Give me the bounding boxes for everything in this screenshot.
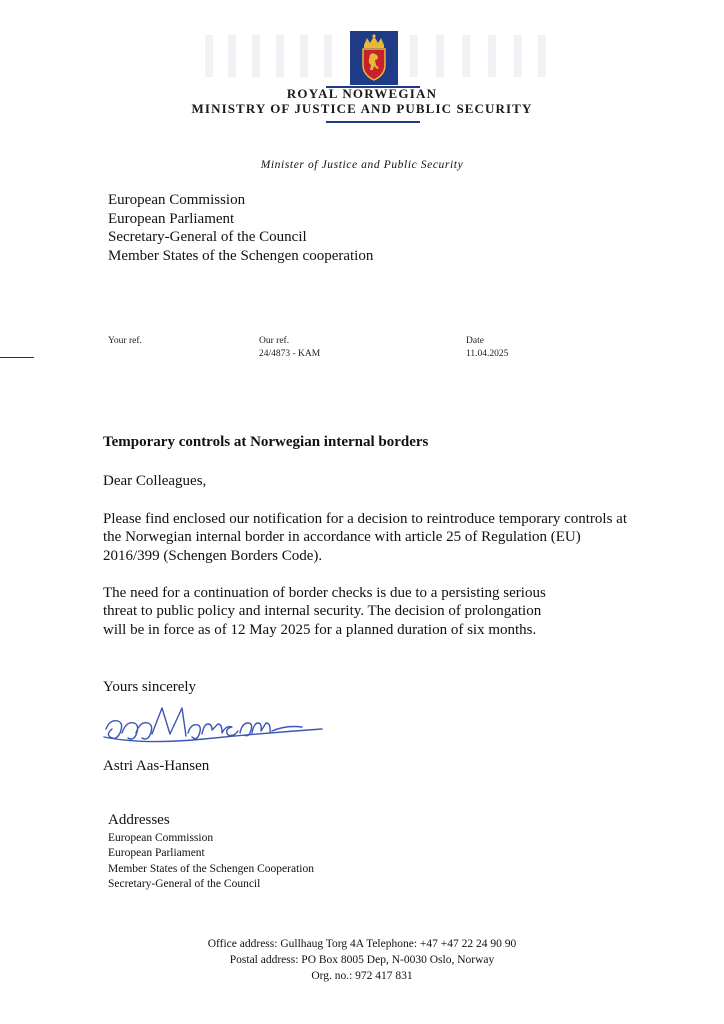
footer-office-address: Office address: Gullhaug Torg 4A Telephone: +47 +47 22 24 90 90 xyxy=(207,938,517,950)
addresses-list xyxy=(108,831,314,892)
sender-title: Minister of Justice and Public Security xyxy=(260,159,464,171)
date-value: 11.04.2025 xyxy=(466,349,509,359)
recipient-line: European Parliament xyxy=(108,210,235,227)
your-ref-label: Your ref. xyxy=(108,336,142,346)
signatory-name: Astri Aas-Hansen xyxy=(103,758,210,774)
recipient-line: Member States of the Schengen cooperation xyxy=(108,247,374,264)
paragraph-2 xyxy=(103,584,546,639)
org-name-line2: MINISTRY OF JUSTICE AND PUBLIC SECURITY xyxy=(191,101,533,116)
org-name-line1: ROYAL NORWEGIAN xyxy=(286,86,438,101)
address-item: Member States of the Schengen Cooperation xyxy=(108,862,314,875)
addresses-title: Addresses xyxy=(108,812,170,828)
footer-org-number: Org. no.: 972 417 831 xyxy=(311,970,413,982)
address-item: Secretary-General of the Council xyxy=(108,877,261,890)
paragraph-line: will be in force as of 12 May 2025 for a planned duration of six months. xyxy=(103,621,537,638)
closing: Yours sincerely xyxy=(103,679,197,695)
coat-of-arms-icon xyxy=(350,31,398,85)
paragraph-line: Please find enclosed our notification for a decision to reintroduce temporary controls at xyxy=(103,511,627,527)
address-item: European Commission xyxy=(108,832,214,844)
recipient-line: European Commission xyxy=(108,192,246,208)
address-item: European Parliament xyxy=(108,847,205,860)
our-ref-value: 24/4873 - KAM xyxy=(259,349,321,359)
salutation: Dear Colleagues, xyxy=(103,473,207,489)
our-ref-label: Our ref. xyxy=(259,336,290,346)
footer-postal-address: Postal address: PO Box 8005 Dep, N-0030 Oslo, Norway xyxy=(229,954,495,966)
paragraph-line: The need for a continuation of border checks is due to a persisting serious xyxy=(103,585,546,601)
recipient-line: Secretary-General of the Council xyxy=(108,229,307,246)
fold-mark xyxy=(0,357,34,358)
date-label: Date xyxy=(466,336,484,346)
paragraph-line: threat to public policy and internal security. The decision of prolongation xyxy=(103,603,542,620)
handwritten-signature xyxy=(100,703,325,749)
recipient-block xyxy=(108,191,373,265)
letter-subject: Temporary controls at Norwegian internal borders xyxy=(103,434,429,450)
header-rule-bottom xyxy=(326,121,420,123)
paragraph-line: 2016/399 (Schengen Borders Code). xyxy=(103,547,323,564)
paragraph-1 xyxy=(103,510,627,565)
paragraph-line: the Norwegian internal border in accordance with article 25 of Regulation (EU) xyxy=(103,529,581,546)
